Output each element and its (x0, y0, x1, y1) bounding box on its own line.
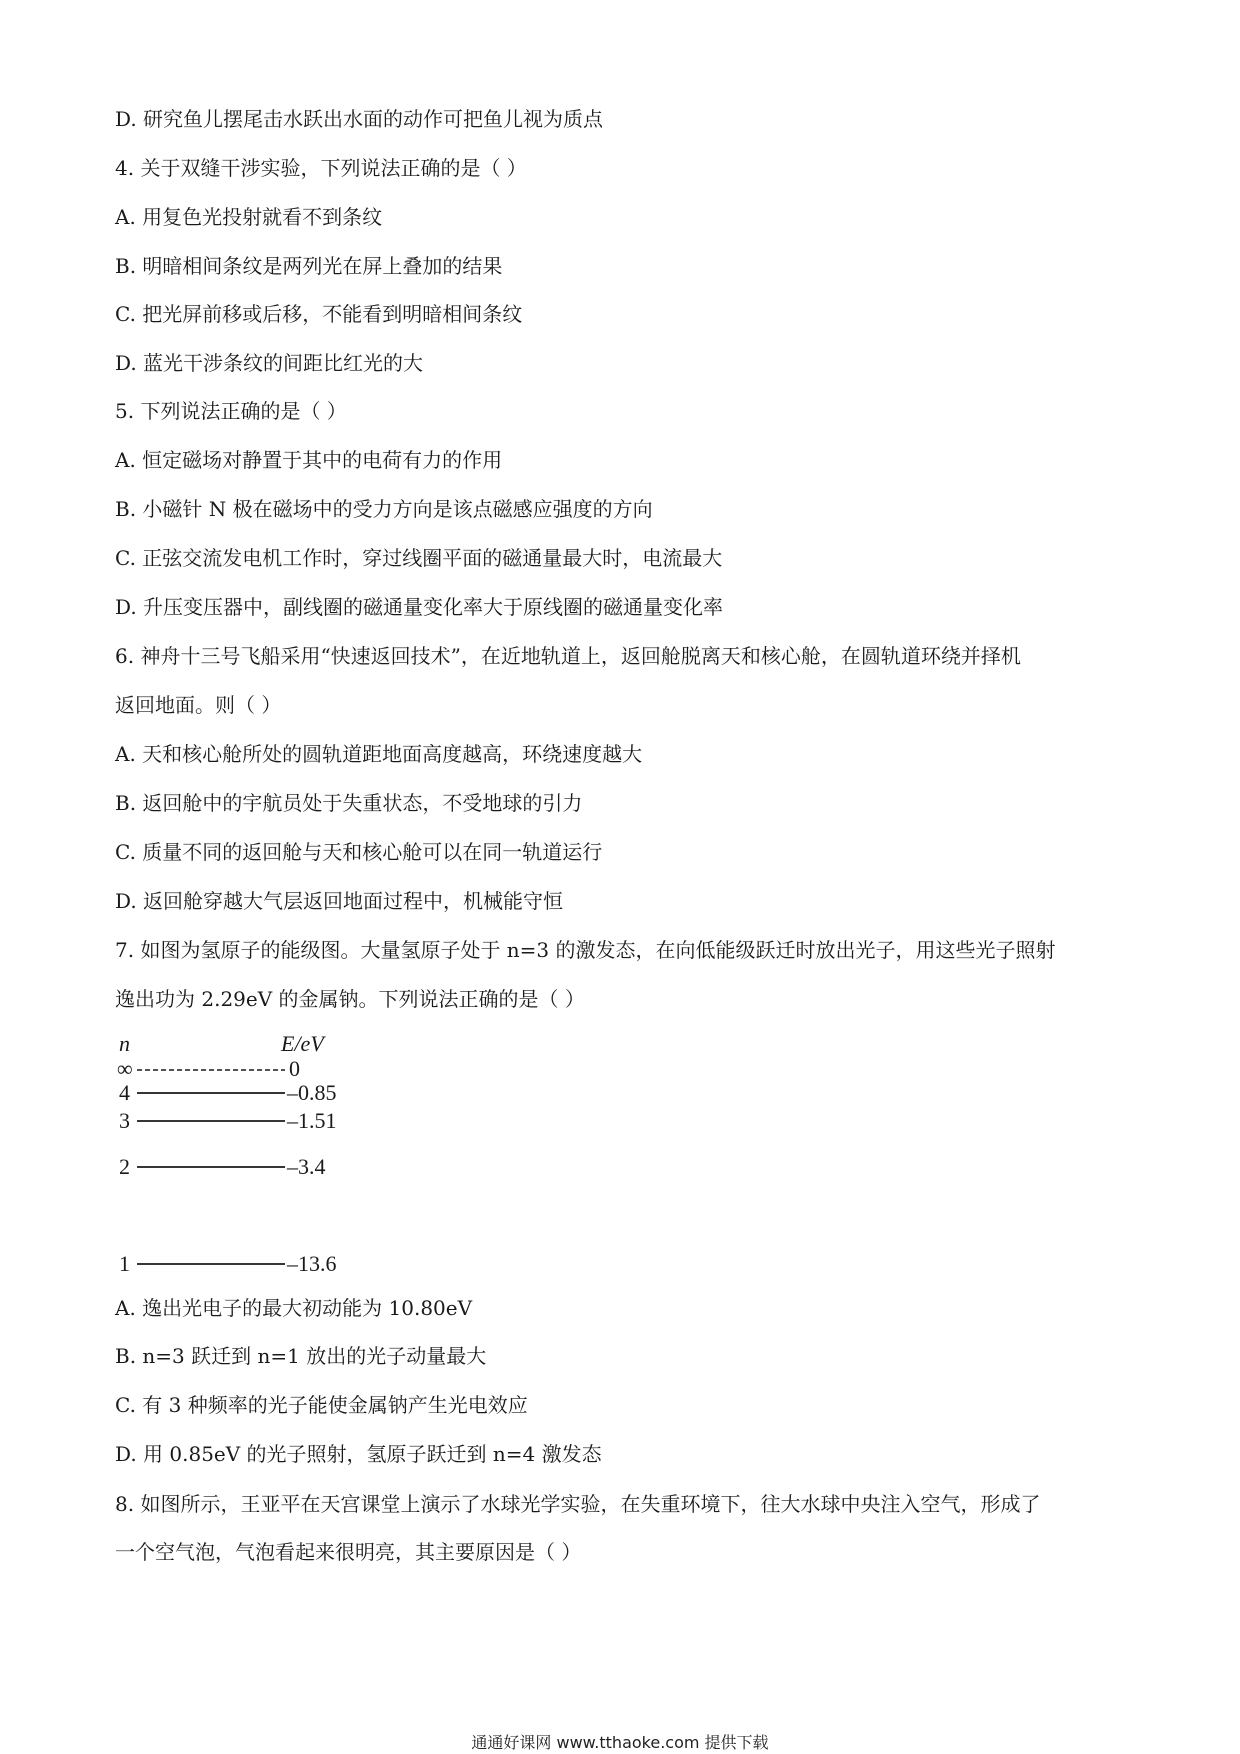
question-6-stem-cont: 返回地面。则（ ） (115, 693, 282, 717)
level-energy-label: –1.51 (287, 1108, 337, 1133)
question-5-stem: 5. 下列说法正确的是（ ） (115, 399, 347, 423)
question-8-stem-cont: 一个空气泡，气泡看起来很明亮，其主要原因是（ ） (115, 1540, 582, 1564)
energy-level-diagram (115, 1030, 375, 1280)
level-n-label: ∞ (117, 1056, 133, 1081)
text-line: D. 研究鱼儿摆尾击水跃出水面的动作可把鱼儿视为质点 (115, 107, 604, 131)
option-c: C. 把光屏前移或后移，不能看到明暗相间条纹 (115, 302, 523, 326)
option-d: D. 蓝光干涉条纹的间距比红光的大 (115, 351, 424, 375)
question-6-stem: 6. 神舟十三号飞船采用“快速返回技术”，在近地轨道上，返回舱脱离天和核心舱，在圆轨道环绕并择机 (115, 644, 1021, 668)
option-a: A. 用复色光投射就看不到条纹 (115, 205, 383, 229)
option-b: B. n=3 跃迁到 n=1 放出的光子动量最大 (115, 1344, 487, 1368)
level-energy-label: –13.6 (287, 1251, 337, 1276)
level-energy-label: –3.4 (287, 1154, 326, 1179)
option-c: C. 有 3 种频率的光子能使金属钠产生光电效应 (115, 1393, 528, 1417)
question-7-stem: 7. 如图为氢原子的能级图。大量氢原子处于 n=3 的激发态，在向低能级跃迁时放出光子，用这些光子照射 (115, 938, 1056, 962)
question-4-stem: 4. 关于双缝干涉实验，下列说法正确的是（ ） (115, 156, 527, 180)
n-axis-label: n (119, 1031, 130, 1056)
option-a: A. 恒定磁场对静置于其中的电荷有力的作用 (115, 448, 503, 472)
level-n-label: 2 (119, 1154, 130, 1179)
page-footer: 通通好课网 www.tthaoke.com 提供下载 (471, 1733, 769, 1752)
option-c: C. 正弦交流发电机工作时，穿过线圈平面的磁通量最大时，电流最大 (115, 546, 723, 570)
level-n-label: 4 (119, 1080, 130, 1105)
question-8-stem: 8. 如图所示，王亚平在天宫课堂上演示了水球光学实验，在失重环境下，往大水球中央注入空气，形成了 (115, 1492, 1041, 1516)
energy-axis-label: E/eV (281, 1031, 324, 1056)
level-n-label: 1 (119, 1251, 130, 1276)
option-d: D. 升压变压器中，副线圈的磁通量变化率大于原线圈的磁通量变化率 (115, 595, 724, 619)
option-a: A. 逸出光电子的最大初动能为 10.80eV (115, 1296, 473, 1320)
level-energy-label: –0.85 (287, 1080, 337, 1105)
option-b: B. 返回舱中的宇航员处于失重状态，不受地球的引力 (115, 791, 583, 815)
option-b: B. 明暗相间条纹是两列光在屏上叠加的结果 (115, 254, 503, 278)
option-b: B. 小磁针 N 极在磁场中的受力方向是该点磁感应强度的方向 (115, 497, 653, 521)
question-7-stem-cont: 逸出功为 2.29eV 的金属钠。下列说法正确的是（ ） (115, 987, 585, 1011)
level-n-label: 3 (119, 1108, 130, 1133)
option-c: C. 质量不同的返回舱与天和核心舱可以在同一轨道运行 (115, 840, 603, 864)
level-energy-label: 0 (289, 1056, 300, 1081)
option-a: A. 天和核心舱所处的圆轨道距地面高度越高，环绕速度越大 (115, 742, 643, 766)
option-d: D. 返回舱穿越大气层返回地面过程中，机械能守恒 (115, 889, 564, 913)
option-d: D. 用 0.85eV 的光子照射，氢原子跃迁到 n=4 激发态 (115, 1442, 602, 1466)
